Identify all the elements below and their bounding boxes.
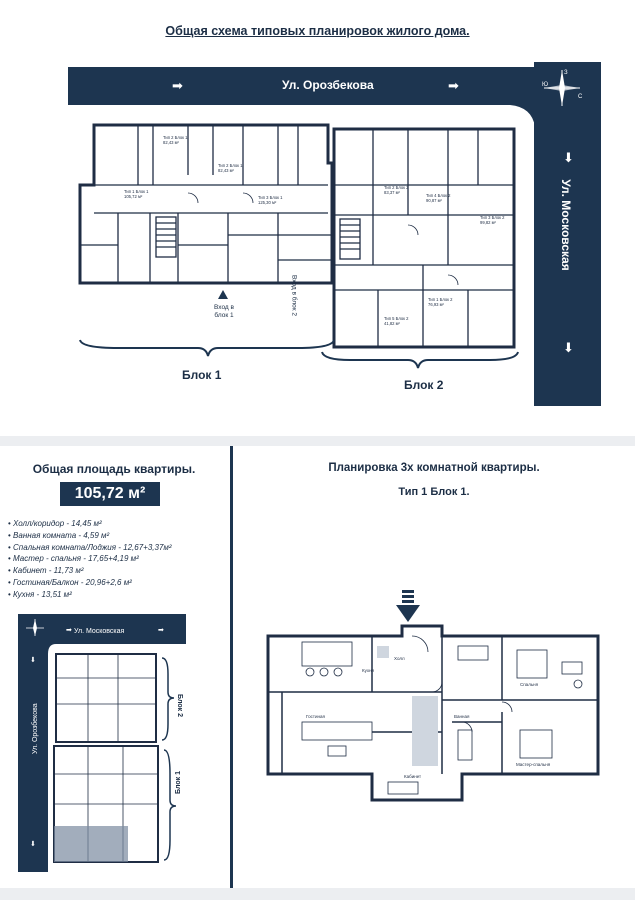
- bottom-strip: [0, 888, 635, 900]
- apartment-floor-plan: [262, 622, 602, 807]
- room-list-item: • Холл/коридор - 14,45 м²: [8, 518, 172, 530]
- unit-area: 41,82 м²: [384, 321, 400, 326]
- mini-street-left: Ул. Орозбекова: [32, 703, 39, 754]
- room-list-item: • Ванная комната - 4,59 м²: [8, 530, 172, 542]
- section-divider: [0, 436, 635, 446]
- mini-block2-label: Блок 2: [176, 694, 183, 718]
- total-area-badge: 105,72 м²: [60, 482, 160, 506]
- compass-label: Ю: [542, 82, 549, 88]
- arrow-right-icon: ➡: [172, 78, 183, 93]
- page-title: Общая схема типовых планировок жилого дома.: [165, 24, 470, 38]
- area-title: Общая площадь квартиры.: [32, 462, 196, 476]
- block2-brace: [320, 350, 520, 370]
- svg-text:⬇: ⬇: [30, 841, 36, 848]
- entrance-arrow-icon: [218, 290, 228, 299]
- room-list-item: • Кухня - 13,51 м²: [8, 589, 172, 601]
- unit-area: 82,43 м²: [163, 140, 179, 145]
- building-floor-plan: [78, 115, 528, 350]
- room-list-item: • Спальная комната/Лоджия - 12,67+3,37м²: [8, 542, 172, 554]
- mini-block1-label: Блок 1: [175, 770, 182, 794]
- block1-brace: [78, 338, 338, 358]
- unit-label: Тип 2 Блок 1: [218, 163, 243, 168]
- svg-text:➡: ➡: [66, 627, 72, 634]
- unit-label: Тип 4 Блок 2: [426, 193, 451, 198]
- room-label: Холл: [394, 656, 405, 661]
- arrow-down-icon: ⬇: [563, 150, 574, 165]
- compass-icon: [540, 66, 584, 110]
- block1-label: Блок 1: [182, 368, 222, 382]
- plan-subtitle: Тип 1 Блок 1.: [398, 486, 470, 498]
- compass-label: С: [578, 94, 583, 100]
- unit-label: Тип 1 Блок 1: [124, 189, 149, 194]
- room-list: [8, 518, 172, 601]
- arrow-right-icon: ➡: [448, 78, 459, 93]
- entrance-label-block2: Вход в блок 2: [290, 275, 298, 316]
- compass-label: З: [564, 70, 568, 76]
- unit-label: Тип 1 Блок 2: [428, 297, 453, 302]
- unit-area: 90,87 м²: [426, 198, 442, 203]
- unit-area: 99,82 м²: [480, 220, 496, 225]
- unit-area: 125,30 м²: [258, 200, 277, 205]
- room-label: Кабинет: [404, 774, 422, 779]
- room-label: Кухня: [362, 668, 375, 673]
- unit-label: Тип 2 Блок 1: [163, 135, 188, 140]
- room-list-item: • Кабинет - 11,73 м²: [8, 565, 172, 577]
- unit-label: Тип 5 Блок 2: [384, 316, 409, 321]
- room-list-item: • Гостиная/Балкон - 20,96+2,6 м²: [8, 577, 172, 589]
- unit-area: 76,93 м²: [428, 302, 444, 307]
- unit-area: 82,43 м²: [218, 168, 234, 173]
- mini-street-top: Ул. Московская: [74, 628, 125, 635]
- street-label-orozbekova: Ул. Орозбекова: [282, 78, 374, 92]
- plan-title: Планировка 3х комнатной квартиры.: [328, 462, 540, 474]
- unit-area: 105,72 м²: [124, 194, 143, 199]
- room-label: Гостиная: [306, 714, 325, 719]
- mini-site-map: [18, 614, 188, 874]
- entrance-label-block1: Вход в блок 1: [214, 304, 234, 319]
- svg-text:⬇: ⬇: [30, 657, 36, 664]
- panel-separator: [230, 446, 233, 888]
- unit-label: Тип 2 Блок 2: [384, 185, 409, 190]
- room-label: Ванная: [454, 714, 470, 719]
- svg-text:➡: ➡: [158, 627, 164, 634]
- unit-area: 83,37 м²: [384, 190, 400, 195]
- street-label-moskovskaya: Ул. Московская: [559, 179, 573, 271]
- room-list-item: • Мастер - спальня - 17,65+4,19 м²: [8, 553, 172, 565]
- unit-label: Тип 3 Блок 1: [258, 195, 283, 200]
- highlighted-apartment: [54, 826, 128, 862]
- block2-label: Блок 2: [404, 378, 444, 392]
- room-label: Спальня: [520, 682, 539, 687]
- entrance-arrow-icon: [396, 590, 420, 624]
- arrow-down-icon: ⬇: [563, 340, 574, 355]
- room-label: Мастер-спальня: [516, 762, 551, 767]
- unit-label: Тип 3 Блок 2: [480, 215, 505, 220]
